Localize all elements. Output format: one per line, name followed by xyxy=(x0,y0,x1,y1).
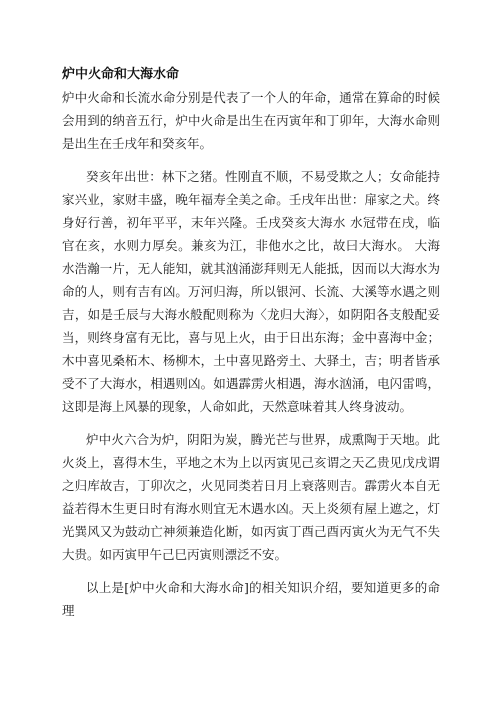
paragraph-closing: 以上是[炉中火命和大海水命]的相关知识介绍，要知道更多的命理 xyxy=(62,580,440,618)
paragraph-intro: 炉中火命和长流水命分别是代表了一个人的年命，通常在算命的时候会用到的纳音五行，炉中火命是出生在丙寅年和丁卯年，大海水命则是出生在壬戌年和癸亥年。 xyxy=(62,90,440,151)
document-body xyxy=(62,64,440,622)
paragraph-lu-zhong-huo: 炉中火六合为炉，阴阳为炭，腾光芒与世界，成熏陶于天地。此火炎上，喜得木生，平地之木为上以丙寅见己亥谓之天乙贵见戊戌谓之归库故吉，丁卯次之，火见同类若日月上衰落则吉。霹雳火本自无益若得木生更日时有海水则宜无木遇水凶。天上炎须有屋上遮之，灯光巽风又为鼓动亡神须兼造化断，如丙寅丁酉己酉丙寅火为无气不失大贵。如丙寅甲午己巳丙寅则漂泛不安。 xyxy=(62,432,440,562)
document-title: 炉中火命和大海水命 xyxy=(62,67,180,82)
paragraph-da-hai-shui: 癸亥年出世：林下之猪。性刚直不顺，不易受欺之人；女命能持家兴业，家财丰盛，晚年福寿全美之命。壬戌年出世：扉家之犬。终身好行善，初年平平，末年兴隆。壬戌癸亥大海水 水冠带在戌，临官在亥，水则力厚矣。兼亥为江，非他水之比，故曰大海水。 大海水浩瀚一片，无人能知，就其汹涌澎拜则无人能抵，因而以大海水为命的人，则有吉有凶。万河归海，所以银河、长流、大溪等水遇之则吉，如是壬辰与大海水般配则称为〈龙归大海〉，如阴阳各支般配妥当，则终身富有无比，喜与见上火，由于日出东海；金中喜海中金；木中喜见桑柘木、杨柳木，土中喜见路旁土、大驿土，吉；明者皆承受不了大海水，相遇则凶。如遇霹雳火相遇，海水汹涌，电闪雷鸣，这即是海上风暴的现象，人命如此，天然意味着其人终身波动。 xyxy=(62,169,440,414)
